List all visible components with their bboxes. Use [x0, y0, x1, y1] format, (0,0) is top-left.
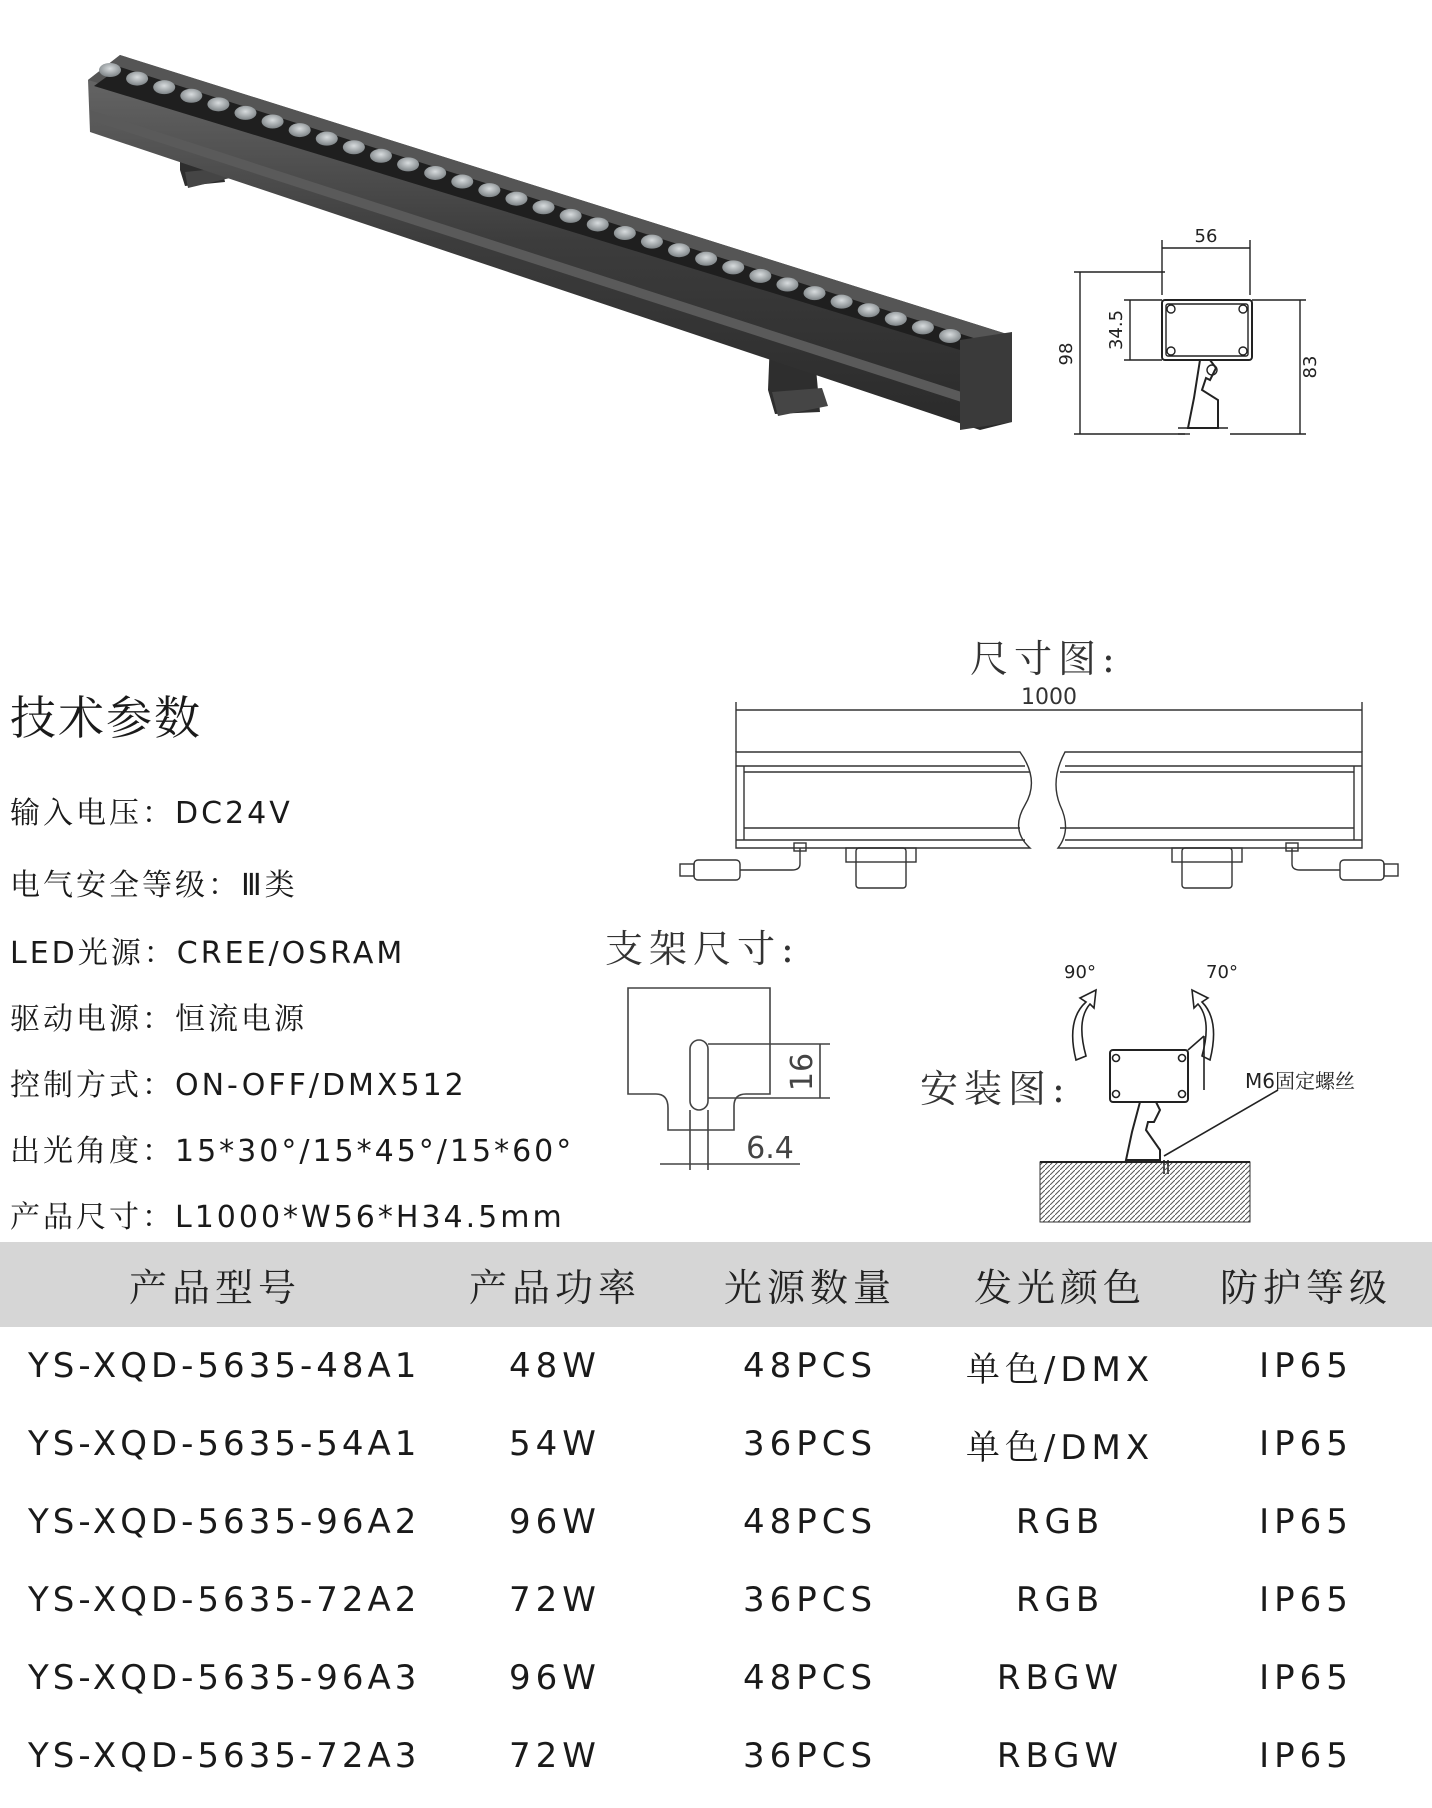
table-cell: 72W: [509, 1736, 601, 1776]
led-lens: [614, 226, 636, 240]
led-lens: [505, 192, 527, 206]
led-lens: [587, 217, 609, 231]
column-header: 防护等级: [1180, 1242, 1432, 1327]
led-lens: [397, 157, 419, 171]
dim-slot-height-label: 16: [785, 1052, 820, 1092]
table-row: [0, 1405, 1432, 1483]
led-lens: [99, 63, 121, 77]
table-cell: 单色/DMX: [965, 1349, 1155, 1390]
led-lens: [804, 286, 826, 300]
table-cell: YS-XQD-5635-72A3: [28, 1736, 421, 1776]
led-lens: [343, 140, 365, 154]
dim-body-height-label: 34.5: [1106, 309, 1127, 351]
column-header: 发光颜色: [940, 1242, 1180, 1327]
table-cell: YS-XQD-5635-72A2: [28, 1580, 421, 1620]
led-lens: [207, 97, 229, 111]
table-cell: RBGW: [996, 1658, 1124, 1698]
install-drawing-caption: 安装图:: [920, 1067, 1071, 1111]
table-cell: 48PCS: [742, 1658, 878, 1698]
spec-row: [10, 994, 307, 1038]
spec-label: 驱动电源：: [10, 1002, 175, 1037]
spec-row: [10, 860, 298, 904]
table-cell: 单色/DMX: [965, 1427, 1155, 1468]
spec-value: ON-OFF/DMX512: [175, 1068, 467, 1103]
table-cell: 36PCS: [742, 1580, 878, 1620]
table-header-row: [0, 1242, 1432, 1327]
led-lens: [776, 278, 798, 292]
dim-width-label: 56: [1194, 226, 1218, 247]
led-lens: [695, 252, 717, 266]
dim-length-label: 1000: [1021, 685, 1077, 710]
table-cell: 96W: [509, 1502, 601, 1542]
led-lens: [370, 149, 392, 163]
spec-row: [10, 1192, 565, 1236]
led-lens: [912, 320, 934, 334]
column-header: 光源数量: [680, 1242, 940, 1327]
table-cell: 36PCS: [742, 1736, 878, 1776]
spec-label: 产品尺寸：: [10, 1200, 175, 1235]
led-lens: [262, 114, 284, 128]
led-lens: [180, 89, 202, 103]
table-cell: YS-XQD-5635-54A1: [28, 1424, 421, 1464]
spec-value: DC24V: [175, 796, 293, 831]
led-lens: [451, 175, 473, 189]
table-row: [0, 1561, 1432, 1639]
product-photo: [80, 40, 1020, 440]
table-cell: YS-XQD-5635-96A3: [28, 1658, 421, 1698]
table-row: [0, 1327, 1432, 1405]
spec-row: [10, 928, 405, 972]
bracket-drawing-caption: 支架尺寸:: [605, 927, 800, 971]
table-cell: 72W: [509, 1580, 601, 1620]
spec-value: 15*30°/15*45°/15*60°: [175, 1134, 575, 1169]
install-drawing: [1030, 950, 1430, 1250]
led-lens: [831, 295, 853, 309]
spec-label: 出光角度：: [10, 1134, 175, 1169]
table-row: [0, 1483, 1432, 1561]
dimension-drawing: [680, 680, 1410, 890]
table-cell: 48PCS: [742, 1346, 878, 1386]
led-lens: [234, 106, 256, 120]
table-cell: RBGW: [996, 1736, 1124, 1776]
table-cell: IP65: [1259, 1658, 1353, 1698]
spec-value: CREE/OSRAM: [176, 936, 406, 971]
bracket-drawing: [620, 970, 840, 1190]
led-lens: [560, 209, 582, 223]
led-lens: [316, 132, 338, 146]
led-lens: [858, 303, 880, 317]
spec-row: [10, 1126, 574, 1170]
table-cell: RGB: [1015, 1502, 1105, 1542]
led-lens: [126, 72, 148, 86]
dim-slot-width-label: 6.4: [746, 1131, 794, 1166]
column-header: 产品功率: [430, 1242, 680, 1327]
angle-left-label: 90°: [1064, 962, 1096, 983]
screw-label: M6固定螺丝: [1245, 1069, 1355, 1093]
led-lens: [668, 243, 690, 257]
led-lens: [533, 200, 555, 214]
table-cell: IP65: [1259, 1424, 1353, 1464]
spec-row: [10, 1060, 467, 1104]
table-cell: 96W: [509, 1658, 601, 1698]
led-lens: [424, 166, 446, 180]
led-lens: [885, 312, 907, 326]
spec-label: 电气安全等级：: [10, 868, 241, 903]
angle-right-label: 70°: [1206, 962, 1238, 983]
spec-label: LED光源：: [10, 936, 177, 971]
table-cell: IP65: [1259, 1580, 1353, 1620]
table-cell: IP65: [1259, 1736, 1353, 1776]
spec-value: L1000*W56*H34.5mm: [175, 1200, 565, 1235]
table-cell: 36PCS: [742, 1424, 878, 1464]
led-lens: [478, 183, 500, 197]
led-lens: [641, 235, 663, 249]
table-cell: IP65: [1259, 1346, 1353, 1386]
table-row: [0, 1717, 1432, 1795]
table-cell: RGB: [1015, 1580, 1105, 1620]
dimension-drawing-caption: 尺寸图:: [970, 637, 1121, 681]
led-lens: [722, 260, 744, 274]
led-lens: [939, 329, 961, 343]
spec-label: 控制方式：: [10, 1068, 175, 1103]
table-cell: 48W: [509, 1346, 601, 1386]
dim-bracket-height-label: 83: [1300, 355, 1321, 379]
table-cell: YS-XQD-5635-96A2: [28, 1502, 421, 1542]
table-cell: IP65: [1259, 1502, 1353, 1542]
led-lens: [289, 123, 311, 137]
table-cell: 48PCS: [742, 1502, 878, 1542]
specs-title: 技术参数: [10, 691, 202, 745]
led-lens: [153, 80, 175, 94]
table-cell: YS-XQD-5635-48A1: [28, 1346, 421, 1386]
dim-total-height-label: 98: [1056, 342, 1077, 366]
column-header: 产品型号: [0, 1242, 430, 1327]
product-table: [0, 1242, 1432, 1795]
spec-value: Ⅲ类: [241, 868, 298, 903]
side-view-drawing: [1056, 220, 1321, 450]
table-cell: 54W: [509, 1424, 601, 1464]
spec-label: 输入电压：: [10, 796, 175, 831]
led-lens: [749, 269, 771, 283]
spec-row: [10, 788, 293, 832]
table-row: [0, 1639, 1432, 1717]
spec-value: 恒流电源: [175, 1002, 307, 1037]
